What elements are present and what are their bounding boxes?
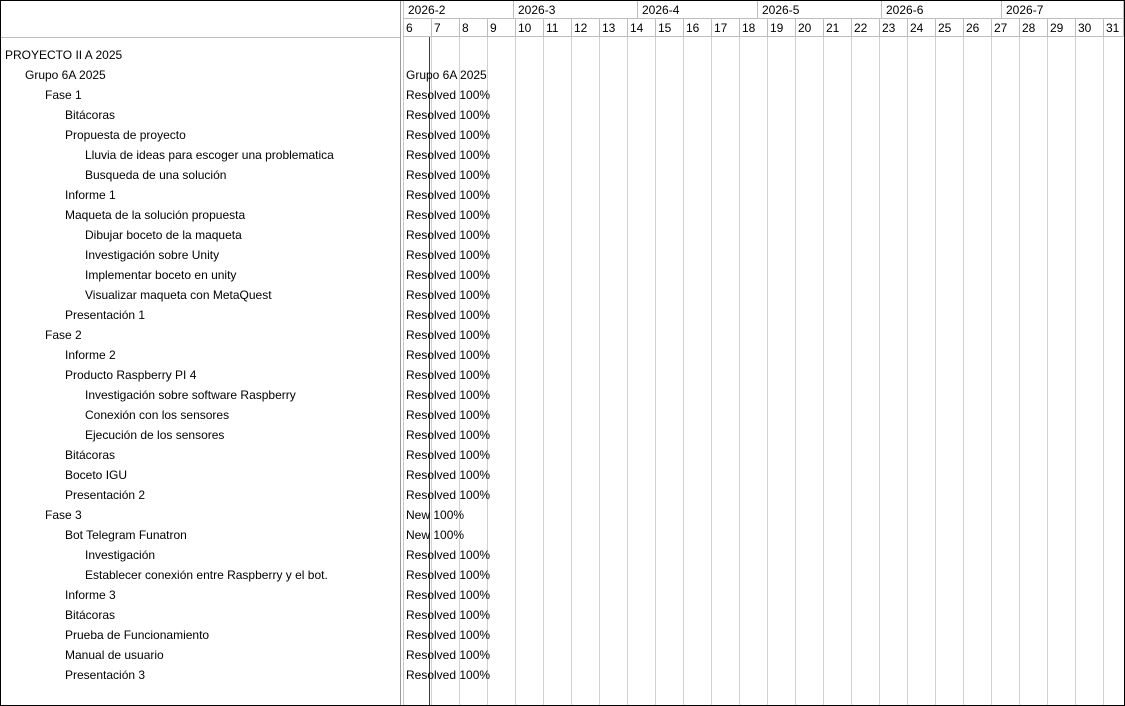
day-header-29: 29 [1048,19,1076,37]
task-bar-label[interactable]: Resolved 100% [406,488,491,502]
day-header-19: 19 [768,19,796,37]
grid-column-line [599,37,600,705]
task-name[interactable]: Investigación sobre Unity [85,248,220,262]
grid-column-line [1047,37,1048,705]
day-header-22: 22 [852,19,880,37]
day-header-12: 12 [572,19,600,37]
task-name[interactable]: Maqueta de la solución propuesta [65,208,246,222]
day-header-26: 26 [964,19,992,37]
grid-column-line [851,37,852,705]
grid-column-line [683,37,684,705]
month-header-2026-6: 2026-6 [882,1,1002,19]
task-name[interactable]: Establecer conexión entre Raspberry y el bot. [85,568,328,582]
task-name[interactable]: Manual de usuario [65,648,164,662]
task-bar-label[interactable]: Resolved 100% [406,588,491,602]
day-header-21: 21 [824,19,852,37]
task-name[interactable]: Prueba de Funcionamiento [65,628,210,642]
task-name[interactable]: Bitácoras [65,448,116,462]
task-name[interactable]: Fase 1 [45,88,82,102]
task-name[interactable]: Fase 2 [45,328,82,342]
task-bar-label[interactable]: Grupo 6A 2025 [406,68,487,82]
task-name[interactable]: Bot Telegram Funatron [65,528,187,542]
task-bar-label[interactable]: Resolved 100% [406,108,491,122]
task-bar-label[interactable]: Resolved 100% [406,388,491,402]
day-header-24: 24 [908,19,936,37]
day-header-23: 23 [880,19,908,37]
day-header-27: 27 [992,19,1020,37]
month-header-2026-7: 2026-7 [1002,1,1124,19]
task-name[interactable]: Lluvia de ideas para escoger una problematica [85,148,334,162]
day-header-7: 7 [432,19,460,37]
task-bar-label[interactable]: Resolved 100% [406,368,491,382]
day-header-13: 13 [600,19,628,37]
grid-column-line [823,37,824,705]
task-bar-label[interactable]: Resolved 100% [406,428,491,442]
task-bar-label[interactable]: Resolved 100% [406,448,491,462]
task-tree [1,1,400,705]
grid-column-line [991,37,992,705]
month-header-2026-5: 2026-5 [758,1,882,19]
task-bar-label[interactable]: Resolved 100% [406,628,491,642]
month-header-2026-2: 2026-2 [404,1,514,19]
task-bar-label[interactable]: Resolved 100% [406,548,491,562]
task-bar-label[interactable]: Resolved 100% [406,608,491,622]
task-name[interactable]: Informe 3 [65,588,116,602]
day-header-6: 6 [404,19,432,37]
task-bar-label[interactable]: Resolved 100% [406,188,491,202]
grid-column-line [907,37,908,705]
day-header-10: 10 [516,19,544,37]
task-name[interactable]: Conexión con los sensores [85,408,230,422]
day-header-30: 30 [1076,19,1104,37]
task-name[interactable]: Boceto IGU [65,468,128,482]
grid-column-line [1019,37,1020,705]
task-name[interactable]: Fase 3 [45,508,82,522]
task-name[interactable]: Visualizar maqueta con MetaQuest [85,288,272,302]
task-bar-label[interactable]: Resolved 100% [406,208,491,222]
grid-column-line [1075,37,1076,705]
day-header-18: 18 [740,19,768,37]
task-name[interactable]: Ejecución de los sensores [85,428,225,442]
task-name[interactable]: Implementar boceto en unity [85,268,237,282]
task-bar-label[interactable]: Resolved 100% [406,148,491,162]
task-bar-label[interactable]: Resolved 100% [406,168,491,182]
panel-splitter[interactable] [400,1,401,705]
task-name[interactable]: Busqueda de una solución [85,168,227,182]
task-name[interactable]: Investigación [85,548,156,562]
day-header-25: 25 [936,19,964,37]
gantt-chart [404,1,1124,705]
task-bar-label[interactable]: Resolved 100% [406,88,491,102]
grid-column-line [515,37,516,705]
task-name[interactable]: Investigación sobre software Raspberry [85,388,296,402]
grid-column-line [655,37,656,705]
task-name[interactable]: Presentación 2 [65,488,146,502]
task-bar-label[interactable]: New 100% [406,528,465,542]
grid-column-line [935,37,936,705]
task-bar-label[interactable]: Resolved 100% [406,648,491,662]
task-bar-label[interactable]: Resolved 100% [406,288,491,302]
grid-column-line [879,37,880,705]
task-bar-label[interactable]: Resolved 100% [406,468,491,482]
task-name[interactable]: Presentación 3 [65,668,146,682]
task-bar-label[interactable]: Resolved 100% [406,228,491,242]
day-header-divider [404,36,1124,37]
grid-column-line [627,37,628,705]
day-header-28: 28 [1020,19,1048,37]
grid-column-line [543,37,544,705]
day-header-11: 11 [544,19,572,37]
day-header-8: 8 [460,19,488,37]
grid-column-line [571,37,572,705]
task-name[interactable]: Informe 1 [65,188,116,202]
grid-column-line [795,37,796,705]
task-name[interactable]: Propuesta de proyecto [65,128,186,142]
day-header-17: 17 [712,19,740,37]
day-header-14: 14 [628,19,656,37]
task-name[interactable]: Informe 2 [65,348,116,362]
task-bar-label[interactable]: Resolved 100% [406,268,491,282]
task-bar-label[interactable]: Resolved 100% [406,128,491,142]
grid-column-line [767,37,768,705]
day-header-20: 20 [796,19,824,37]
grid-column-line [963,37,964,705]
task-name[interactable]: Bitácoras [65,108,116,122]
task-tree-header [1,1,400,38]
task-name[interactable]: Bitácoras [65,608,116,622]
day-header-16: 16 [684,19,712,37]
month-header-2026-3: 2026-3 [514,1,638,19]
task-bar-label[interactable]: New 100% [406,508,465,522]
task-name[interactable]: Grupo 6A 2025 [25,68,106,82]
task-bar-label[interactable]: Resolved 100% [406,568,491,582]
task-bar-label[interactable]: Resolved 100% [406,408,491,422]
day-header-31: 31 [1104,19,1124,37]
task-name[interactable]: Dibujar boceto de la maqueta [85,228,242,242]
task-name[interactable]: Presentación 1 [65,308,146,322]
task-bar-label[interactable]: Resolved 100% [406,308,491,322]
task-bar-label[interactable]: Resolved 100% [406,668,491,682]
task-bar-label[interactable]: Resolved 100% [406,328,491,342]
day-header-9: 9 [488,19,516,37]
month-header-2026-4: 2026-4 [638,1,758,19]
task-bar-label[interactable]: Resolved 100% [406,348,491,362]
grid-column-line [739,37,740,705]
task-name[interactable]: Producto Raspberry PI 4 [65,368,197,382]
task-name[interactable]: PROYECTO II A 2025 [5,48,123,62]
task-bar-label[interactable]: Resolved 100% [406,248,491,262]
grid-column-line [1103,37,1104,705]
grid-column-line [711,37,712,705]
day-header-15: 15 [656,19,684,37]
